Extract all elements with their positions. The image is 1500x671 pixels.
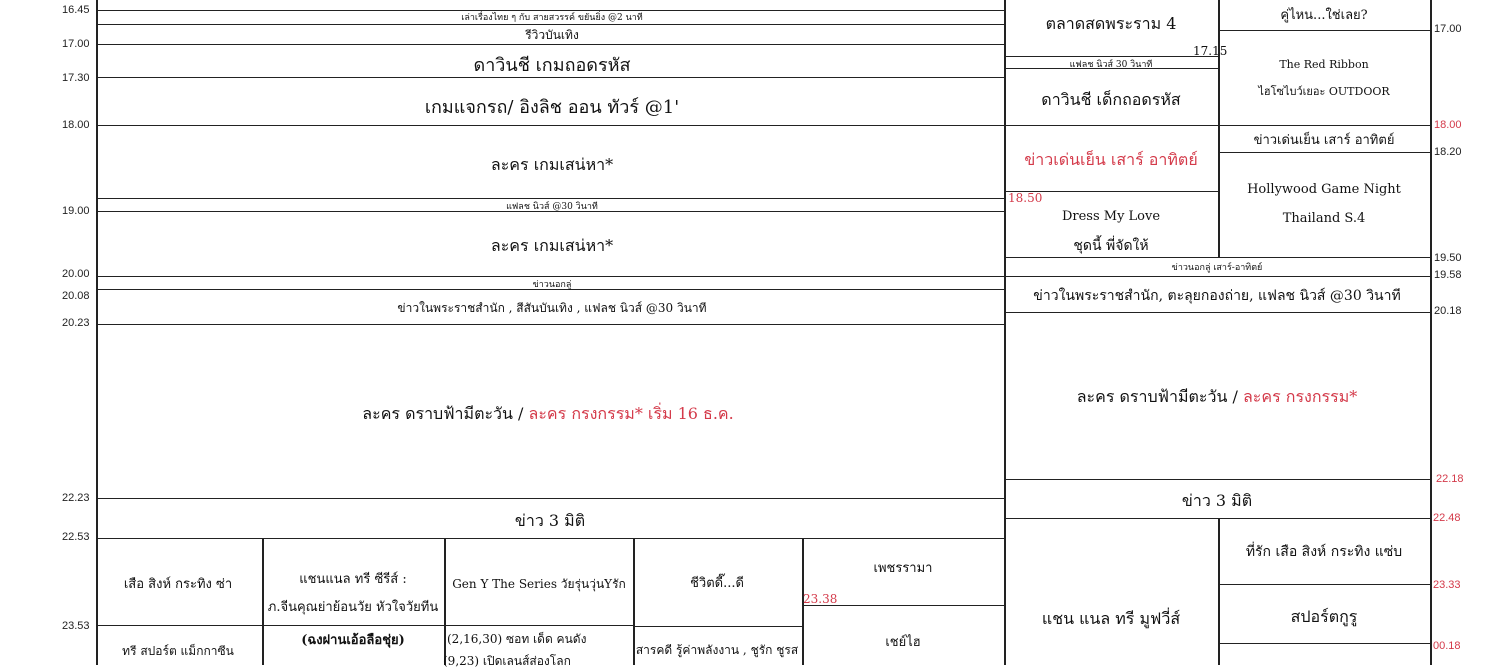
program-title: ดาวินชี เกมถอดรหัส [473,55,631,76]
grid-line [444,539,446,665]
program-title: สปอร์ตกูรู [1290,607,1358,626]
program-title: ละคร เกมเสน่หา* [490,155,614,174]
grid-line [1004,257,1430,258]
grid-line [633,539,635,665]
grid-line [1004,312,1430,313]
program-title: ชีวิตดี๊...ดี [690,576,744,591]
time-label: 18.00 [1434,119,1462,131]
program-title: เกมแจกรถ/ อิงลิช ออน ทัวร์ @1' [424,97,680,118]
time-label: 22.53 [62,531,90,543]
program-title: คู่ไหน...ใช่เลย? [1280,8,1368,23]
program-title: เสือ สิงห์ กระทิง ซ่า [123,577,233,592]
time-label: 18.00 [62,119,90,131]
grid-line [1218,643,1430,644]
grid-line [1004,276,1430,277]
program-title: ละคร ดราบฟ้ามีตะวัน / [362,404,529,423]
program-title: ไฮโซไบว์เยอะ OUTDOOR [1258,85,1390,98]
grid-line [1004,518,1430,519]
program-title: Gen Y The Series วัยรุ่นวุ่นYรัก [452,577,626,591]
grid-line [1004,479,1430,480]
program-title: แฟลช นิวส์ @30 วินาที [506,202,598,212]
time-label: 18.50 [1008,191,1043,205]
program-title: ข่าวในพระราชสำนัก , สีสันบันเทิง , แฟลช นิวส์ @30 วินาที [397,301,707,315]
program-title: Dress My Love [1061,209,1161,224]
time-label: 22.18 [1436,473,1464,485]
time-label: 17.00 [1434,23,1462,35]
program-highlight: ละคร กรงกรรม* [1242,387,1358,406]
program-title: ภ.จีนคุณย่าย้อนวัย หัวใจวัยทีน [267,600,439,615]
grid-line [1218,30,1430,31]
time-label: 23.38 [803,592,838,606]
program-title: รีวิวบันเทิง [525,28,579,42]
time-label: 17.15 [1193,44,1228,58]
program-title: ทรี สปอร์ต แม็กกาซีน [122,644,234,658]
program-title: ชุดนี้ พี่จัดให้ [1073,238,1149,254]
grid-line [1218,125,1430,126]
program-title: ข่าวนอกลู่ [532,280,572,290]
grid-line [633,626,802,627]
program-title: Hollywood Game Night [1247,182,1401,197]
program-title: ข่าวเด่นเย็น เสาร์ อาทิตย์ [1253,133,1395,148]
program-note: (2,16,30) ซอท เด็ด คนดัง [447,632,587,646]
program-title: แชน แนล ทรี มูฟวี่ส์ [1041,609,1181,628]
grid-line [96,538,1004,539]
program-title: ข่าว 3 มิติ [514,511,586,530]
grid-line [1218,0,1220,258]
program-title: (ฉงฝานเอ้อลือชุ่ย) [301,633,405,648]
grid-line [96,625,634,626]
time-label: 22.48 [1433,512,1461,524]
program-note: (9,23) เปิดเลนส์ส่องโลก [443,654,571,668]
program-title: เพชรรามา [873,561,933,576]
time-label: 22.23 [62,492,90,504]
program-title: แฟลช นิวส์ 30 วินาที [1069,60,1153,70]
grid-line [1430,0,1432,665]
time-label: 17.00 [62,38,90,50]
grid-line [1218,152,1430,153]
grid-line [262,539,264,665]
program-highlight: ละคร กรงกรรม* เริ่ม 16 ธ.ค. [528,404,734,423]
grid-line [96,498,1004,499]
program-title: ข่าวเด่นเย็น เสาร์ อาทิตย์ [1024,150,1198,169]
time-label: 19.50 [1434,252,1462,264]
program-title: ละคร เกมเสน่หา* [490,236,614,255]
grid-line [1004,125,1218,126]
program-title: ตลาดสดพระราม 4 [1045,14,1177,33]
grid-line [1004,0,1006,665]
time-label: 19.58 [1434,269,1462,281]
program-title: เล่าเรื่องไทย ๆ กับ สายสวรรค์ ขยันยิ่ง @2 นาที [461,13,643,23]
time-label: 17.30 [62,72,90,84]
grid-line [96,0,98,665]
time-label: 20.08 [62,290,90,302]
grid-line [96,324,1004,325]
time-label: 16.45 [62,4,90,16]
grid-line [1218,584,1430,585]
time-label: 23.53 [62,620,90,632]
time-label: 18.20 [1434,146,1462,158]
time-label: 00.18 [1433,640,1461,652]
program-title [362,402,733,427]
program-title: แชนแนล ทรี ซีรีส์ : [299,572,407,587]
program-title: Thailand S.4 [1282,211,1366,226]
program-title [1077,385,1358,410]
program-title: ที่รัก เสือ สิงห์ กระทิง แซ่บ [1245,544,1403,560]
program-title: The Red Ribbon [1279,58,1369,71]
program-title: ข่าวในพระราชสำนัก, ตะลุยกองถ่าย, แฟลช นิวส์ @30 วินาที [1033,288,1401,304]
time-label: 20.23 [62,317,90,329]
program-title: เชย์ไฮ [885,635,921,650]
program-title: ข่าวนอกลู่ เสาร์-อาทิตย์ [1171,263,1263,273]
grid-line [96,125,1004,126]
time-label: 19.00 [62,205,90,217]
program-title: ละคร ดราบฟ้ามีตะวัน / [1076,387,1243,406]
time-label: 20.18 [1434,305,1462,317]
program-title: ข่าว 3 มิติ [1181,491,1253,510]
time-label: 20.00 [62,268,90,280]
time-label: 23.33 [1433,579,1461,591]
program-note: สารคดี รู้ค่าพลังงาน , ชูรัก ชูรส [635,643,799,657]
program-title: ดาวินชี เด็กถอดรหัส [1041,90,1181,109]
